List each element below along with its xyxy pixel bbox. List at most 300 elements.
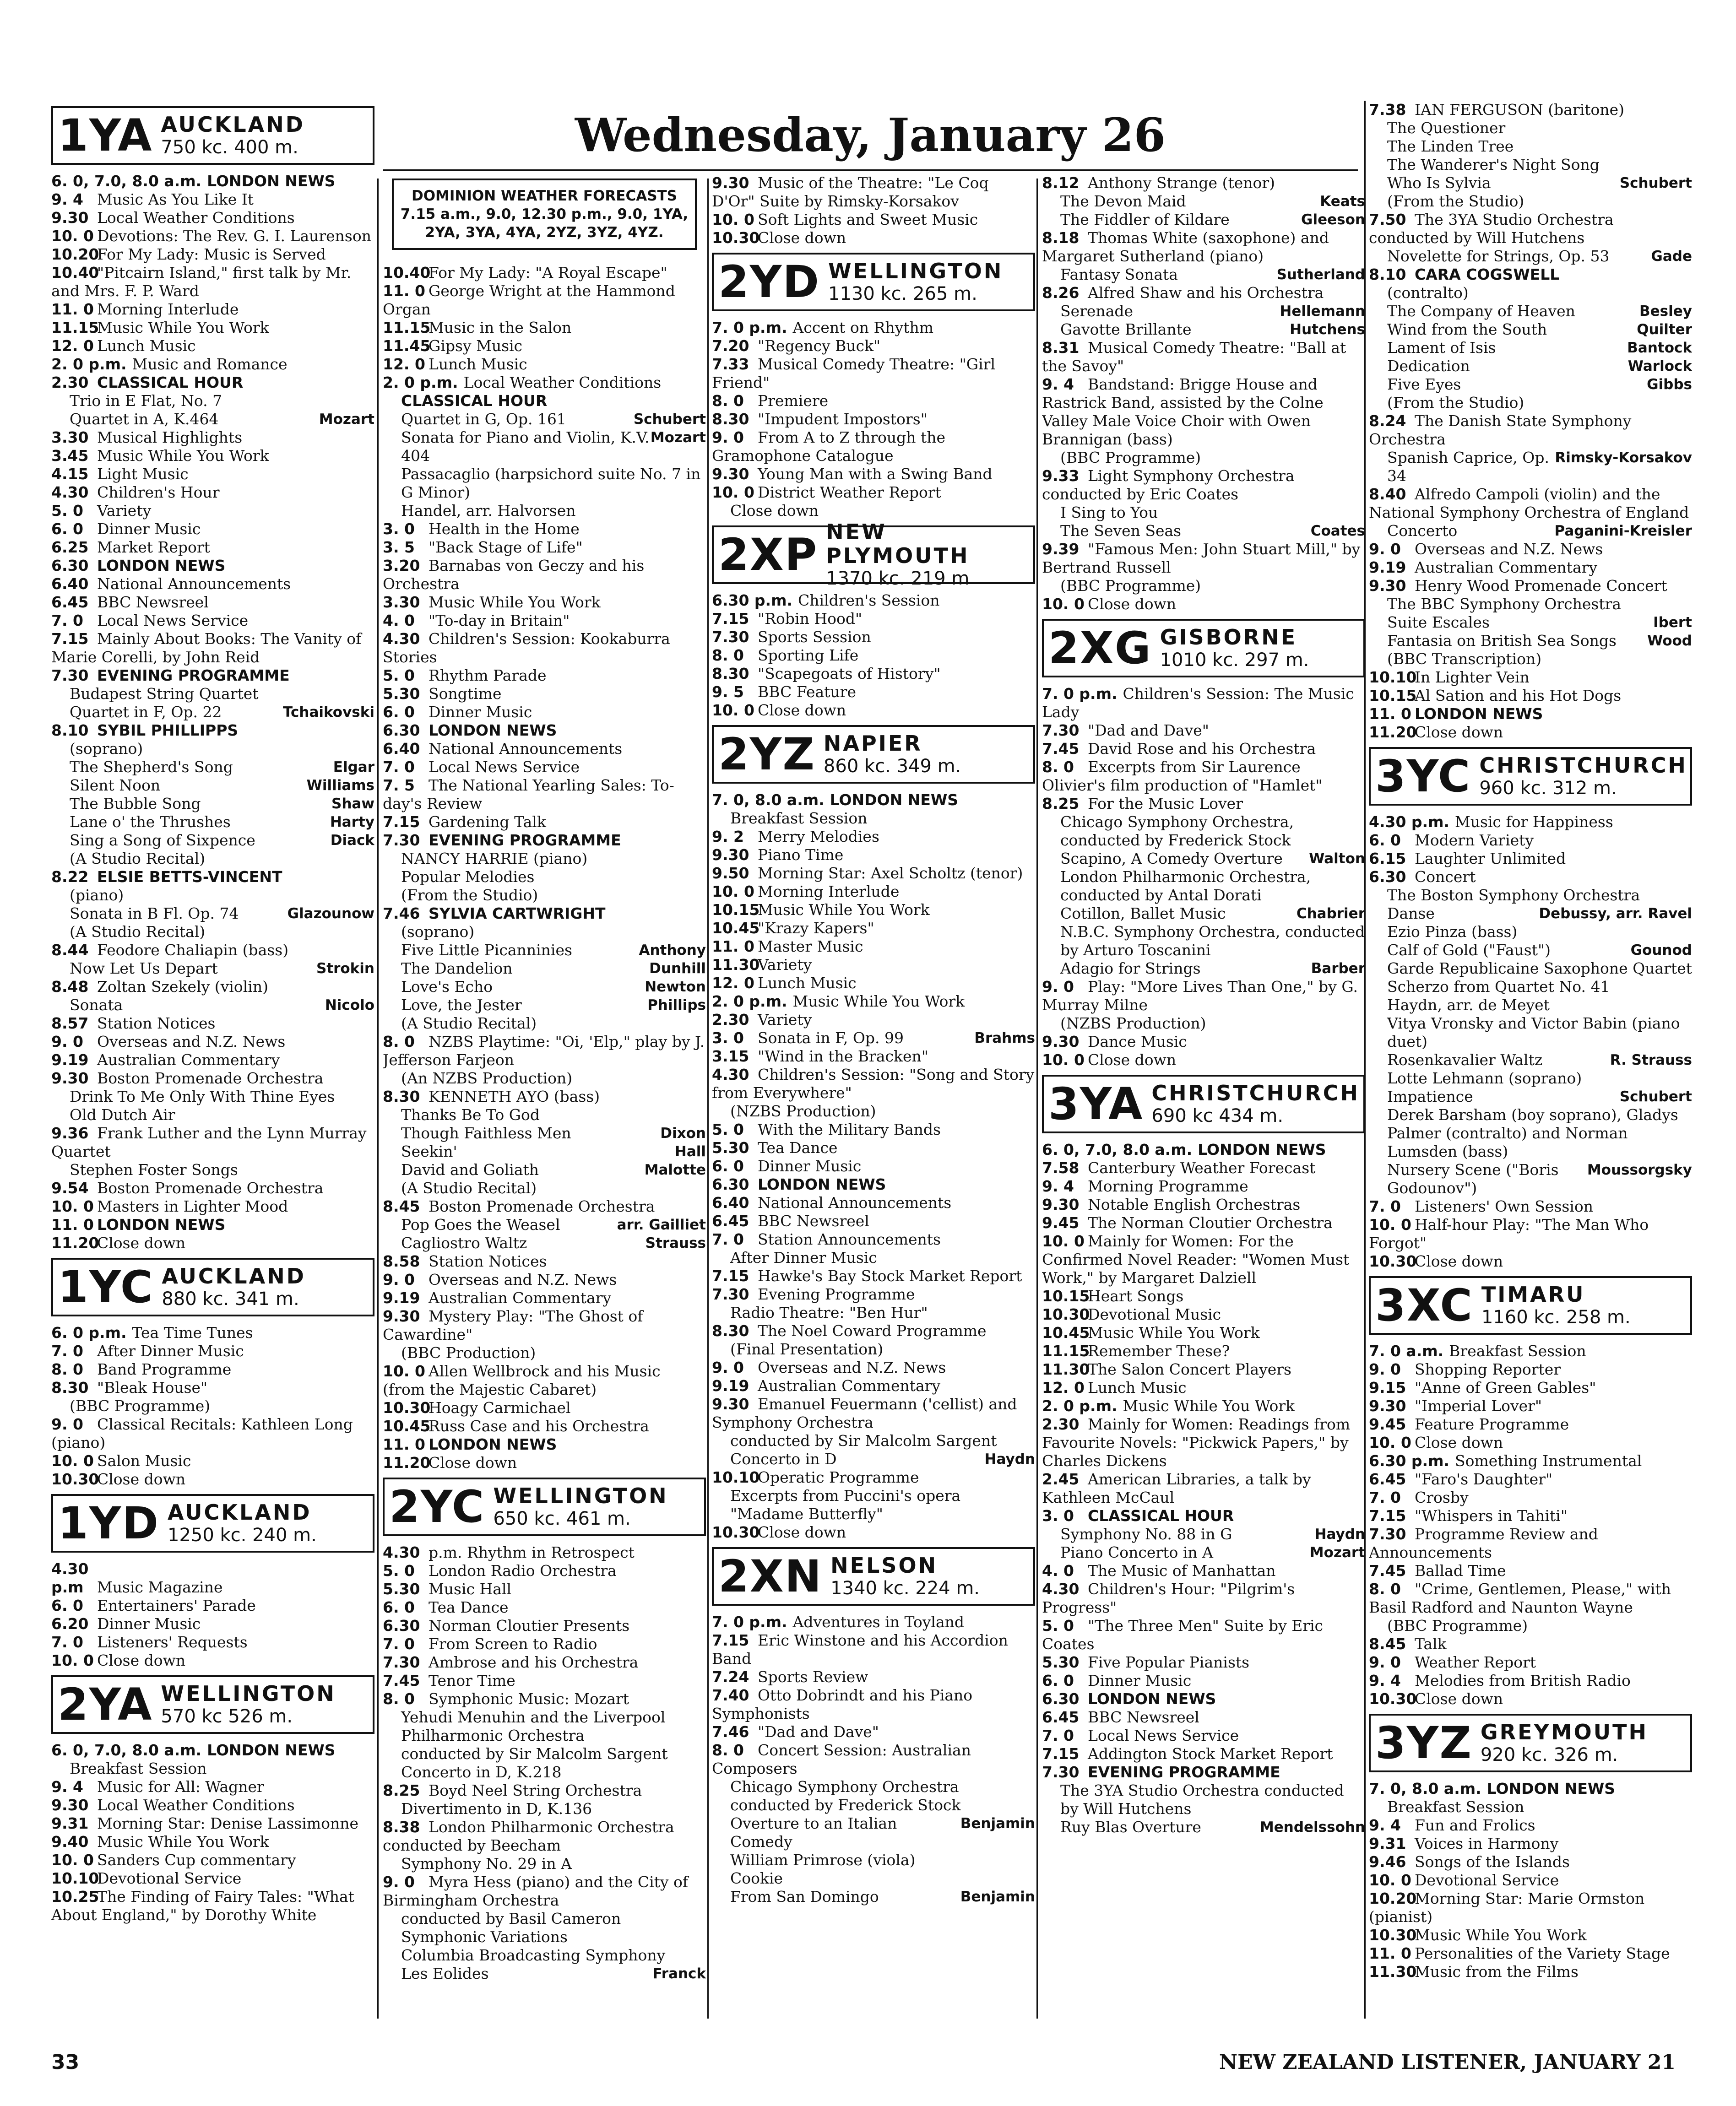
programme-line (712, 1029, 1035, 1047)
programme-composer: Brahms (974, 1030, 1035, 1046)
programme-line (1042, 1287, 1365, 1305)
programme-time: 6.30 p.m. (1369, 1452, 1449, 1470)
programme-line (1042, 850, 1365, 868)
programme-time: 8.26 (1042, 284, 1080, 302)
programme-time: 7.30 (383, 1653, 420, 1671)
programme-composer: Benjamin (960, 1889, 1035, 1905)
programme-line (51, 1651, 374, 1670)
programme-line (1369, 320, 1692, 339)
programme-composer: Mozart (319, 411, 374, 428)
programme-title: Programme Review and Announcements (1369, 1525, 1598, 1561)
programme-title: Les Eolides (401, 1965, 489, 1982)
programme-line (1369, 904, 1692, 923)
programme-composer: Mendelssohn (1259, 1819, 1365, 1835)
programme-title: Love's Echo (401, 978, 493, 996)
programme-title: "Imperial Lover" (1415, 1397, 1542, 1415)
programme-line (51, 685, 374, 703)
programme-composer: Gade (1651, 248, 1692, 265)
station-call: 3YZ (1375, 1717, 1472, 1769)
programme-line (383, 1562, 706, 1580)
programme-line (51, 1833, 374, 1851)
programme-time: 10.40 (51, 264, 99, 282)
programme-time: 7.15 (383, 813, 420, 831)
programme-time: 10. 0 (712, 882, 754, 900)
programme-line (383, 1672, 706, 1690)
programme-title: Sports Review (758, 1668, 868, 1686)
programme-time: 4.30 (383, 630, 420, 648)
programme-title: The 3YA Studio Orchestra conducted by Will Hutchens (1060, 1781, 1344, 1818)
programme-line (1369, 1635, 1692, 1653)
programme-title: The National Yearling Sales: To-day's Review (383, 776, 674, 812)
programme-title: (From the Studio) (1387, 394, 1524, 411)
programme-time: 11.15 (51, 319, 99, 336)
programme-title: Morning Star: Marie Ormston (pianist) (1369, 1889, 1645, 1926)
programme-line (1369, 1069, 1692, 1088)
programme-title: Dinner Music (97, 1615, 201, 1633)
programme-title: Silent Noon (70, 776, 161, 794)
programme-line (712, 937, 1035, 956)
programme-title: Feodore Chaliapin (bass) (97, 941, 289, 959)
programme-title: Merry Melodies (758, 828, 879, 845)
programme-title: Music While You Work (1088, 1324, 1260, 1342)
programme-list (1042, 174, 1365, 613)
programme-line (383, 1161, 706, 1179)
programme-title: Lunch Music (1088, 1379, 1187, 1397)
programme-line (712, 1631, 1035, 1668)
programme-title: Music for Happiness (1455, 813, 1613, 831)
programme-time: 7.30 (1042, 721, 1080, 739)
programme-title: "Pitcairn Island," first talk by Mr. and Mrs. F. P. Ward (51, 264, 352, 300)
programme-composer: Benjamin (960, 1815, 1035, 1832)
programme-line (1042, 503, 1365, 522)
programme-time: 9.19 (712, 1377, 749, 1395)
programme-title: Mainly for Women: Readings from Favourite Novels: "Pickwick Papers," by Charles Dickens (1042, 1415, 1351, 1470)
programme-time: 8.57 (51, 1014, 89, 1032)
programme-line (383, 410, 706, 428)
programme-title: I Sing to You (1060, 503, 1158, 521)
programme-title: Garde Republicaine Saxophone Quartet (1387, 959, 1692, 977)
programme-line (51, 758, 374, 776)
programme-time: 10.30 (1369, 1690, 1417, 1708)
programme-line (712, 211, 1035, 229)
programme-title: London Radio Orchestra (429, 1562, 617, 1580)
programme-time: 8.40 (1369, 485, 1406, 503)
programme-line (51, 1051, 374, 1069)
programme-line (712, 410, 1035, 428)
programme-title: Chicago Symphony Orchestra, conducted by Frederick Stock (1060, 813, 1294, 849)
station-call: 3YA (1048, 1078, 1144, 1130)
programme-line (383, 1069, 706, 1088)
programme-line (51, 410, 374, 428)
programme-time: 11.20 (51, 1234, 99, 1252)
programme-line (51, 300, 374, 319)
station-city: WELLINGTON (828, 259, 1004, 283)
programme-time: 7. 0 (51, 1342, 83, 1360)
programme-title: Australian Commentary (429, 1289, 612, 1307)
programme-title: LONDON NEWS (830, 791, 959, 809)
programme-line (51, 1741, 374, 1760)
programme-title: Dinner Music (1088, 1672, 1192, 1689)
programme-line (383, 1142, 706, 1161)
programme-title: Devotional Music (1088, 1305, 1221, 1323)
programme-title: David Rose and his Orchestra (1088, 740, 1316, 758)
programme-title: Mystery Play: "The Ghost of Cawardine" (383, 1307, 643, 1343)
programme-line (383, 612, 706, 630)
programme-title: (From the Studio) (401, 886, 538, 904)
programme-composer: Franck (652, 1965, 706, 1982)
programme-line (51, 1324, 374, 1342)
programme-title: "Scapegoats of History" (758, 665, 941, 682)
programme-time: 9.19 (51, 1051, 89, 1069)
programme-title: Concert Session: Australian Composers (712, 1741, 971, 1777)
programme-title: George Wright at the Hammond Organ (383, 282, 675, 318)
station-2xp (712, 520, 1035, 589)
station-city: AUCKLAND (168, 1500, 312, 1525)
programme-line (1369, 687, 1692, 705)
programme-title: Fun and Frolics (1415, 1816, 1535, 1834)
station-call: 2YD (718, 256, 820, 308)
programme-line (51, 172, 374, 190)
programme-line (51, 1851, 374, 1869)
programme-title: Mainly for Women: For the Confirmed Novel Reader: "Women Must Work," by Margaret Dalziell (1042, 1232, 1350, 1287)
programme-line (712, 1212, 1035, 1230)
programme-time: 9. 0 (712, 428, 744, 446)
programme-title: The Seven Seas (1060, 522, 1182, 540)
programme-title: Morning Interlude (97, 300, 239, 318)
programme-line (1369, 192, 1692, 211)
programme-line (383, 813, 706, 831)
column-rule (1036, 179, 1038, 2019)
programme-line (1042, 1781, 1365, 1818)
programme-line (1042, 1141, 1365, 1159)
programme-title: Crosby (1415, 1489, 1469, 1506)
programme-line (712, 628, 1035, 646)
programme-time: 10. 0 (51, 1452, 94, 1470)
programme-time: 8.22 (51, 868, 89, 886)
programme-list (51, 1324, 374, 1489)
programme-line (51, 1360, 374, 1379)
programme-title: Eric Winstone and his Accordion Band (712, 1631, 1008, 1667)
programme-time: 9.45 (1042, 1214, 1080, 1232)
programme-line (1369, 923, 1692, 941)
programme-title: "Robin Hood" (758, 610, 863, 628)
programme-line (1042, 813, 1365, 850)
programme-list (1042, 1141, 1365, 1836)
programme-title: "Faro's Daughter" (1415, 1470, 1553, 1488)
programme-composer: Harty (330, 814, 374, 830)
programme-title: Lunch Music (758, 974, 857, 992)
station-call: 1YD (58, 1498, 159, 1549)
programme-title: Symphony No. 29 in A (401, 1855, 572, 1873)
programme-title: Ruy Blas Overture (1060, 1818, 1201, 1836)
programme-line (51, 1470, 374, 1489)
programme-line (383, 666, 706, 685)
programme-line (712, 610, 1035, 628)
programme-line (1369, 1672, 1692, 1690)
programme-line (383, 923, 706, 941)
programme-line (1042, 1562, 1365, 1580)
programme-title: LONDON NEWS (207, 1741, 336, 1759)
programme-line (1369, 247, 1692, 265)
programme-time: 10. 0 (712, 211, 754, 228)
programme-line (383, 1014, 706, 1033)
programme-time: 9.30 (51, 1796, 89, 1814)
programme-composer: Schubert (633, 411, 706, 428)
programme-line (1369, 1507, 1692, 1525)
programme-line (712, 1741, 1035, 1778)
programme-title: (A Studio Recital) (401, 1014, 537, 1032)
programme-line (1042, 339, 1365, 375)
programme-time: 10.45 (1042, 1324, 1090, 1342)
programme-line (1369, 1014, 1692, 1051)
programme-line (51, 1869, 374, 1888)
programme-line (1042, 320, 1365, 339)
programme-time: 8.18 (1042, 229, 1080, 247)
programme-title: Dinner Music (97, 520, 201, 538)
programme-title: (BBC Production) (401, 1344, 536, 1362)
programme-time: 6. 0, 7.0, 8.0 a.m. (51, 172, 202, 190)
programme-title: NZBS Playtime: "Oi, 'Elp," play by J. Jefferson Farjeon (383, 1033, 705, 1069)
programme-line (383, 1106, 706, 1124)
programme-time: 5.30 (712, 1139, 749, 1157)
programme-composer: Malotte (644, 1162, 706, 1178)
programme-title: (A Studio Recital) (70, 850, 206, 867)
programme-title: Entertainers' Parade (97, 1597, 256, 1614)
programme-line (1042, 1672, 1365, 1690)
programme-line (383, 1763, 706, 1781)
programme-line (1369, 1197, 1692, 1216)
programme-time: 7. 0 (712, 1230, 744, 1248)
programme-title: Excerpts from Puccini's opera "Madame Butterfly" (730, 1487, 961, 1523)
programme-title: Shopping Reporter (1415, 1360, 1561, 1378)
programme-time: 10. 0 (712, 483, 754, 501)
programme-title: Something Instrumental (1455, 1452, 1642, 1470)
programme-line (383, 630, 706, 666)
programme-title: Heart Songs (1088, 1287, 1184, 1305)
programme-time: 6.25 (51, 538, 89, 556)
programme-list (1369, 101, 1692, 742)
programme-line (1369, 449, 1692, 485)
programme-time: 6.40 (51, 575, 89, 593)
programme-time: 7.46 (383, 904, 420, 922)
programme-title: LONDON NEWS (1415, 705, 1543, 723)
programme-line (1369, 339, 1692, 357)
programme-line (712, 1194, 1035, 1212)
programme-time: 7.15 (712, 1631, 749, 1649)
programme-list (712, 174, 1035, 247)
programme-line (1369, 1452, 1692, 1470)
programme-title: Sanders Cup commentary (97, 1851, 296, 1869)
programme-title: Mainly About Books: The Vanity of Marie Corelli, by John Reid (51, 630, 362, 666)
programme-title: LONDON NEWS (1088, 1690, 1216, 1708)
programme-title: Hawke's Bay Stock Market Report (758, 1267, 1022, 1285)
programme-title: Music While You Work (429, 593, 601, 611)
programme-line (383, 1216, 706, 1234)
programme-line (712, 1869, 1035, 1888)
programme-composer: Hutchens (1290, 321, 1365, 338)
programme-line (1369, 1798, 1692, 1816)
programme-title: Excerpts from Sir Laurence Olivier's film production of "Hamlet" (1042, 758, 1323, 794)
programme-composer: Dixon (660, 1125, 706, 1142)
programme-title: Sonata (70, 996, 123, 1014)
programme-time: 9. 0 (712, 1359, 744, 1376)
programme-line (1042, 1397, 1365, 1415)
programme-title: CLASSICAL HOUR (1088, 1507, 1234, 1525)
programme-line (383, 1399, 706, 1417)
programme-title: Emanuel Feuermann ('cellist) and Symphony Orchestra (712, 1395, 1017, 1431)
station-freq: 650 kc. 461 m. (493, 1508, 631, 1529)
programme-time: 6.15 (1369, 850, 1406, 867)
programme-time: 8.10 (51, 721, 89, 739)
programme-list (383, 264, 706, 1472)
programme-title: Sonata in B Fl. Op. 74 (70, 904, 239, 922)
programme-title: Evening Programme (758, 1285, 915, 1303)
programme-title: EVENING PROGRAMME (97, 666, 290, 684)
programme-composer: Williams (306, 777, 374, 794)
programme-title: (An NZBS Production) (401, 1069, 573, 1087)
programme-time: 5. 0 (51, 502, 83, 520)
programme-line (712, 1304, 1035, 1322)
programme-line (1042, 1653, 1365, 1672)
programme-time: 8.30 (712, 1322, 749, 1340)
programme-line (383, 1598, 706, 1617)
programme-title: Myra Hess (piano) and the City of Birmingham Orchestra (383, 1873, 689, 1909)
programme-title: Music While You Work (97, 447, 269, 465)
programme-title: (A Studio Recital) (401, 1179, 537, 1197)
programme-title: Accent on Rhythm (792, 319, 934, 336)
programme-title: Music in the Salon (429, 319, 572, 336)
programme-line (383, 557, 706, 593)
programme-line (51, 355, 374, 374)
programme-time: 7.30 (51, 666, 89, 684)
station-city: AUCKLAND (161, 112, 305, 137)
programme-time: 10. 0 (1369, 1871, 1411, 1889)
programme-time: 8.12 (1042, 174, 1080, 192)
programme-title: Five Popular Pianists (1088, 1653, 1250, 1671)
programme-time: 4.30 (383, 1543, 420, 1561)
programme-line (383, 1234, 706, 1252)
programme-time: 11. 0 (1369, 705, 1411, 723)
programme-line (1369, 1926, 1692, 1944)
station-2yc (383, 1478, 706, 1536)
programme-line (383, 868, 706, 886)
programme-line (383, 721, 706, 740)
programme-title: Dinner Music (429, 703, 532, 721)
programme-title: Weather Report (1415, 1653, 1536, 1671)
programme-title: BBC Newsreel (758, 1212, 869, 1230)
programme-line (1369, 577, 1692, 595)
programme-line (1042, 1818, 1365, 1836)
programme-title: Close down (730, 502, 819, 520)
programme-time: 10.45 (383, 1417, 431, 1435)
programme-composer: Paganini-Kreisler (1554, 523, 1692, 539)
programme-time: 5.30 (383, 1580, 420, 1598)
programme-title: CLASSICAL HOUR (97, 374, 244, 391)
programme-title: Rhythm Parade (429, 666, 547, 684)
programme-title: The Fiddler of Kildare (1060, 211, 1230, 228)
programme-composer: Gibbs (1647, 376, 1692, 393)
programme-line (1042, 265, 1365, 284)
programme-title: After Dinner Music (730, 1249, 877, 1267)
programme-title: Old Dutch Air (70, 1106, 175, 1124)
programme-line (383, 1179, 706, 1197)
programme-time: 3.30 (383, 593, 420, 611)
programme-title: "Famous Men: John Stuart Mill," by Bertrand Russell (1042, 540, 1361, 576)
programme-time: 6.45 (51, 593, 89, 611)
programme-line (51, 1106, 374, 1124)
programme-line (51, 557, 374, 575)
programme-title: Feature Programme (1415, 1415, 1569, 1433)
programme-time: 9.30 (712, 1395, 749, 1413)
programme-title: Tea Dance (429, 1598, 509, 1616)
column-4 (1042, 174, 1365, 1836)
programme-time: 4.30 (712, 1066, 749, 1083)
programme-title: London Philharmonic Orchestra conducted by Beecham (383, 1818, 674, 1854)
programme-list (1042, 685, 1365, 1069)
programme-title: Fantasia on British Sea Songs (1387, 632, 1617, 650)
programme-time: 11.30 (712, 956, 760, 974)
programme-time: 7. 0 p.m. (1042, 685, 1118, 703)
programme-time: 9. 4 (1042, 375, 1074, 393)
programme-composer: Barber (1311, 960, 1365, 977)
programme-title: Variety (758, 1011, 812, 1029)
programme-line (712, 1175, 1035, 1194)
programme-line (383, 850, 706, 868)
programme-line (712, 846, 1035, 864)
programme-title: Calf of Gold ("Faust") (1387, 941, 1551, 959)
programme-composer: Tchaikovski (282, 704, 374, 720)
programme-line (51, 538, 374, 557)
programme-title: Devotional Service (97, 1869, 242, 1887)
programme-time: 8.30 (383, 1088, 420, 1105)
programme-composer: Mozart (1309, 1544, 1365, 1561)
programme-time: 6.45 (1369, 1470, 1406, 1488)
station-2yd (712, 253, 1035, 311)
programme-title: Music While You Work (1415, 1926, 1587, 1944)
programme-time: 10.10 (712, 1468, 760, 1486)
programme-line (712, 337, 1035, 355)
programme-time: 9.15 (1369, 1379, 1406, 1397)
station-call: 1YA (58, 110, 153, 161)
station-freq: 860 kc. 349 m. (823, 756, 961, 777)
programme-title: ELSIE BETTS-VINCENT (97, 868, 282, 886)
programme-title: Zoltan Szekely (violin) (97, 978, 268, 996)
station-3yc (1369, 747, 1692, 806)
page-header (383, 101, 1358, 171)
programme-line (51, 978, 374, 996)
programme-line (712, 1450, 1035, 1468)
station-freq: 1340 kc. 224 m. (830, 1578, 980, 1599)
programme-line (51, 1814, 374, 1833)
programme-title: Voices in Harmony (1415, 1835, 1559, 1852)
station-city: WELLINGTON (493, 1483, 668, 1508)
programme-title: Ballad Time (1415, 1562, 1506, 1580)
programme-line (51, 428, 374, 447)
programme-title: LONDON NEWS (207, 172, 336, 190)
programme-title: Gipsy Music (429, 337, 523, 355)
programme-title: Children's Session: "Song and Story from Everywhere" (712, 1066, 1035, 1102)
programme-list (1369, 1342, 1692, 1708)
programme-time: 11.30 (1042, 1360, 1090, 1378)
programme-line (1369, 1871, 1692, 1889)
programme-line (383, 1910, 706, 1928)
programme-line (383, 1417, 706, 1435)
programme-time: 8.10 (1369, 265, 1406, 283)
programme-title: The Norman Cloutier Orchestra (1088, 1214, 1333, 1232)
programme-time: 9. 0 (383, 1271, 415, 1289)
programme-line (1369, 613, 1692, 632)
programme-line (51, 245, 374, 264)
